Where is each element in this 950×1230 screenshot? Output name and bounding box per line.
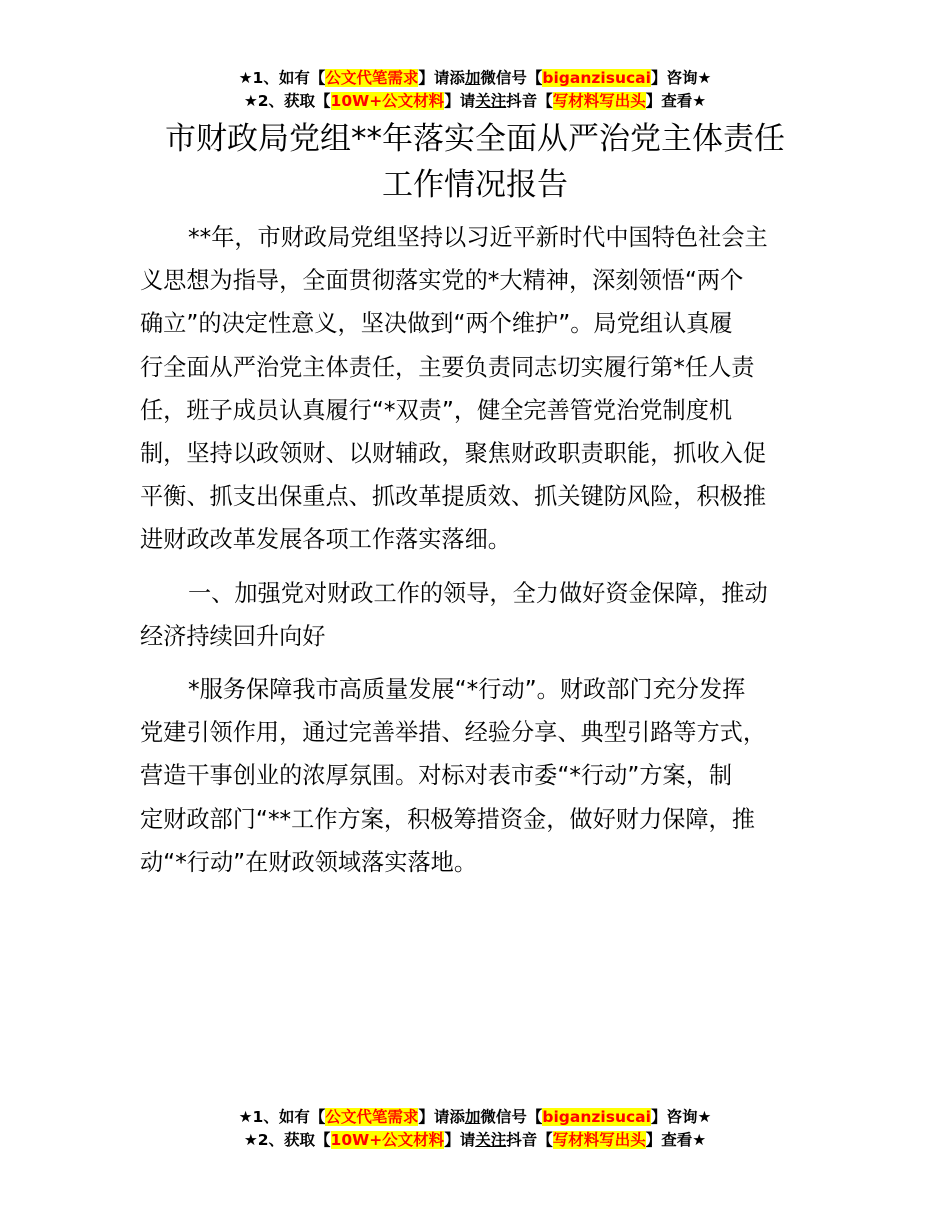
document-body <box>140 216 812 894</box>
paragraph-intro <box>140 216 812 562</box>
body-line: **年，市财政局党组坚持以习近平新时代中国特色社会主 <box>188 224 768 251</box>
body-line: 制，坚持以政领财、以财辅政，聚焦财政职责职能，抓收入促 <box>140 440 767 468</box>
title-line: 市财政局党组**年落实全面从严治党主体责任 <box>165 121 785 157</box>
section-heading-1 <box>140 572 812 658</box>
body-line: 营造干事创业的浓厚氛围。对标对表市委“*行动”方案，制 <box>140 762 733 790</box>
promo-text: 】请添 <box>418 1108 465 1126</box>
body-line: 进财政改革发展各项工作落实落细。 <box>140 526 511 554</box>
title-line: 工作情况报告 <box>382 167 568 203</box>
promo-text: 抖音【 <box>506 1131 553 1149</box>
body-line: 义思想为指导，全面贯彻落实党的*大精神，深刻领悟“两个 <box>140 267 744 295</box>
body-line: 平衡、抓支出保重点、抓改革提质效、抓关键防风险，积极推 <box>140 483 767 511</box>
promo-underline: 关注 <box>475 92 507 110</box>
promo-highlight: 公文代笔需求 <box>325 1108 419 1126</box>
promo-text: 】请 <box>444 1131 476 1149</box>
promo-text: ★1、如有【 <box>238 69 326 87</box>
promo-text: 】请 <box>444 92 476 110</box>
promo-highlight: 10W+公文材料 <box>330 92 445 110</box>
body-line: 经济持续回升向好 <box>140 622 326 650</box>
promo-line-1 <box>0 67 950 90</box>
promo-line-1 <box>0 1106 950 1129</box>
promo-highlight: 写材料写出头 <box>552 92 646 110</box>
body-line: 确立”的决定性意义，坚决做到“两个维护”。局党组认真履 <box>140 310 733 338</box>
document-title <box>0 116 950 208</box>
paragraph-action <box>140 668 812 884</box>
promo-text: 】查看★ <box>645 92 707 110</box>
body-line: *服务保障我市高质量发展“*行动”。财政部门充分发挥 <box>188 676 746 704</box>
promo-underline: 加 <box>464 1108 481 1126</box>
body-line: 定财政部门“**工作方案，积极筹措资金，做好财力保障，推 <box>140 805 755 833</box>
promo-text: ★2、获取【 <box>243 1131 331 1149</box>
promo-text: 】咨询★ <box>650 1108 712 1126</box>
promo-text: 微信号【 <box>480 1108 543 1126</box>
promo-highlight: 公文代笔需求 <box>325 69 419 87</box>
promo-highlight: 10W+公文材料 <box>330 1131 445 1149</box>
promo-highlight: biganzisucai <box>542 69 651 87</box>
promo-highlight: 写材料写出头 <box>552 1131 646 1149</box>
promo-line-2 <box>0 1129 950 1152</box>
body-line: 一、加强党对财政工作的领导，全力做好资金保障，推动 <box>188 579 768 607</box>
promo-text: 抖音【 <box>506 92 553 110</box>
promo-underline: 加 <box>464 69 481 87</box>
promo-line-2 <box>0 90 950 113</box>
promo-underline: 关注 <box>475 1131 507 1149</box>
body-line: 动“*行动”在财政领域落实落地。 <box>140 848 478 876</box>
promo-text: 】请添 <box>418 69 465 87</box>
top-promo-banner <box>0 67 950 113</box>
body-line: 行全面从严治党主体责任，主要负责同志切实履行第*任人责 <box>140 353 755 381</box>
body-line: 任，班子成员认真履行“*双责”，健全完善管党治党制度机 <box>140 396 733 424</box>
promo-text: ★2、获取【 <box>243 92 331 110</box>
bottom-promo-banner <box>0 1106 950 1152</box>
body-line: 党建引领作用，通过完善举措、经验分享、典型引路等方式， <box>140 719 767 747</box>
promo-text: ★1、如有【 <box>238 1108 326 1126</box>
promo-text: 】咨询★ <box>650 69 712 87</box>
promo-text: 】查看★ <box>645 1131 707 1149</box>
promo-highlight: biganzisucai <box>542 1108 651 1126</box>
promo-text: 微信号【 <box>480 69 543 87</box>
